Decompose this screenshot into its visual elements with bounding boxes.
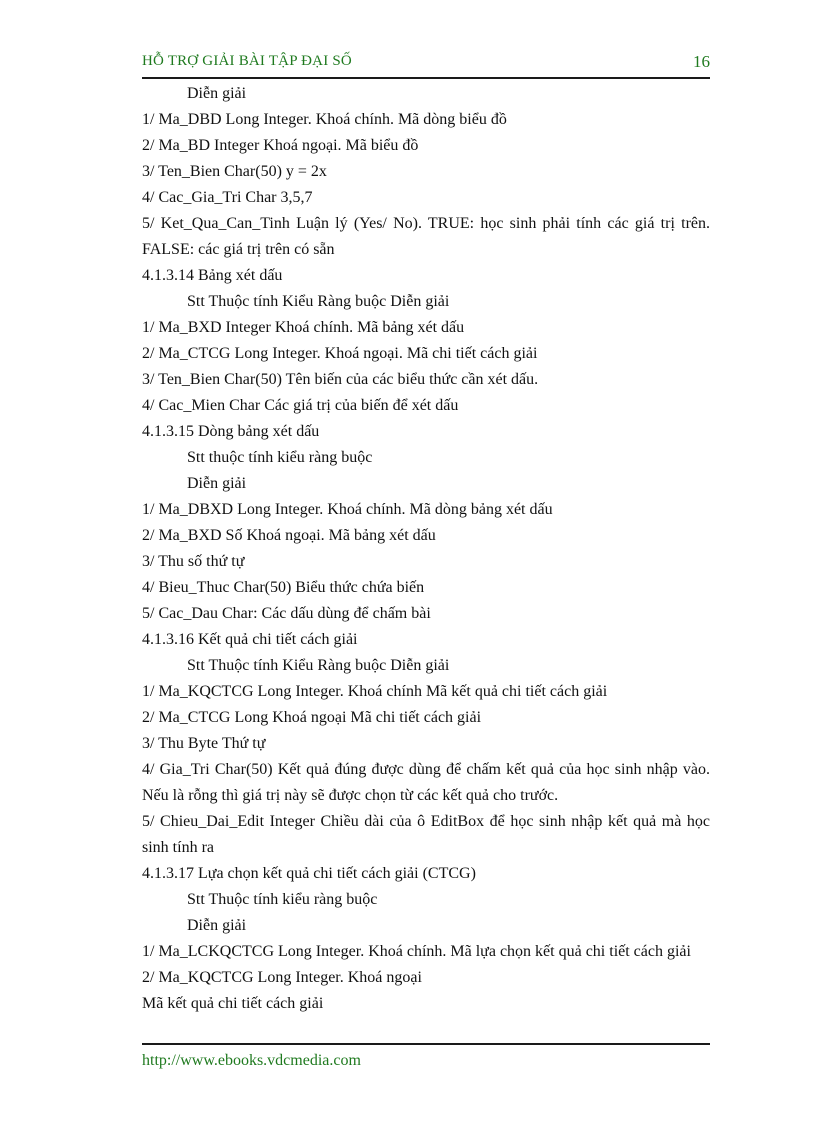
text-line: 1/ Ma_KQCTCG Long Integer. Khoá chính Mã kết quả chi tiết cách giải (142, 683, 608, 700)
text-paragraph: 4/ Gia_Tri Char(50) Kết quả đúng được dùng để chấm kết quả của học sinh nhập vào. Nếu là rỗng thì giá trị này sẽ được chọn từ các kết quả cho trước. (142, 761, 710, 804)
section-heading: 4.1.3.17 Lựa chọn kết quả chi tiết cách giải (CTCG) (142, 865, 476, 882)
text-line: 5/ Cac_Dau Char: Các dấu dùng để chấm bài (142, 605, 431, 622)
text-line: 2/ Ma_CTCG Long Khoá ngoại Mã chi tiết cách giải (142, 709, 482, 726)
section-heading: 4.1.3.15 Dòng bảng xét dấu (142, 423, 320, 440)
page-header (142, 53, 710, 79)
text-line: 1/ Ma_DBXD Long Integer. Khoá chính. Mã dòng bảng xét dấu (142, 501, 553, 518)
table-header-line: Diễn giải (187, 475, 247, 492)
footer-link[interactable]: http://www.ebooks.vdcmedia.com (142, 1052, 361, 1069)
section-heading: 4.1.3.16 Kết quả chi tiết cách giải (142, 631, 358, 648)
text-line: 3/ Thu Byte Thứ tự (142, 735, 266, 752)
header-title: HỖ TRỢ GIẢI BÀI TẬP ĐẠI SỐ (142, 53, 352, 69)
text-line: Diễn giải (187, 85, 247, 102)
table-header-line: Stt Thuộc tính kiểu ràng buộc (187, 891, 378, 908)
text-line: 2/ Ma_CTCG Long Integer. Khoá ngoại. Mã chi tiết cách giải (142, 345, 538, 362)
text-line: 3/ Thu số thứ tự (142, 553, 245, 570)
text-paragraph: 1/ Ma_LCKQCTCG Long Integer. Khoá chính. Mã lựa chọn kết quả chi tiết cách giải (142, 943, 691, 960)
text-line: Mã kết quả chi tiết cách giải (142, 995, 324, 1012)
text-paragraph: 5/ Chieu_Dai_Edit Integer Chiều dài của ô EditBox để học sinh nhập kết quả mà học sinh tính ra (142, 813, 710, 856)
text-line: 4/ Bieu_Thuc Char(50) Biểu thức chứa biến (142, 579, 425, 596)
page-number: 16 (693, 52, 710, 71)
text-line: 3/ Ten_Bien Char(50) Tên biến của các biểu thức cần xét dấu. (142, 371, 539, 388)
text-line: 2/ Ma_KQCTCG Long Integer. Khoá ngoại (142, 969, 422, 986)
text-line: 4/ Cac_Gia_Tri Char 3,5,7 (142, 189, 313, 206)
text-line: 1/ Ma_BXD Integer Khoá chính. Mã bảng xét dấu (142, 319, 465, 336)
text-line: 4/ Cac_Mien Char Các giá trị của biến để xét dấu (142, 397, 459, 414)
document-body (142, 81, 710, 1017)
text-line: 2/ Ma_BD Integer Khoá ngoại. Mã biểu đồ (142, 137, 419, 154)
text-line: 2/ Ma_BXD Số Khoá ngoại. Mã bảng xét dấu (142, 527, 436, 544)
table-header-line: Stt thuộc tính kiểu ràng buộc (187, 449, 373, 466)
footer-divider (142, 1043, 710, 1045)
text-paragraph: 5/ Ket_Qua_Can_Tinh Luận lý (Yes/ No). TRUE: học sinh phải tính các giá trị trên. FALSE: các giá trị trên có sẵn (142, 215, 710, 258)
text-line: 3/ Ten_Bien Char(50) y = 2x (142, 163, 327, 180)
table-header-line: Diễn giải (187, 917, 247, 934)
text-line: 1/ Ma_DBD Long Integer. Khoá chính. Mã dòng biểu đồ (142, 111, 507, 128)
table-header-line: Stt Thuộc tính Kiểu Ràng buộc Diễn giải (187, 293, 450, 310)
table-header-line: Stt Thuộc tính Kiểu Ràng buộc Diễn giải (187, 657, 450, 674)
section-heading: 4.1.3.14 Bảng xét dấu (142, 267, 283, 284)
